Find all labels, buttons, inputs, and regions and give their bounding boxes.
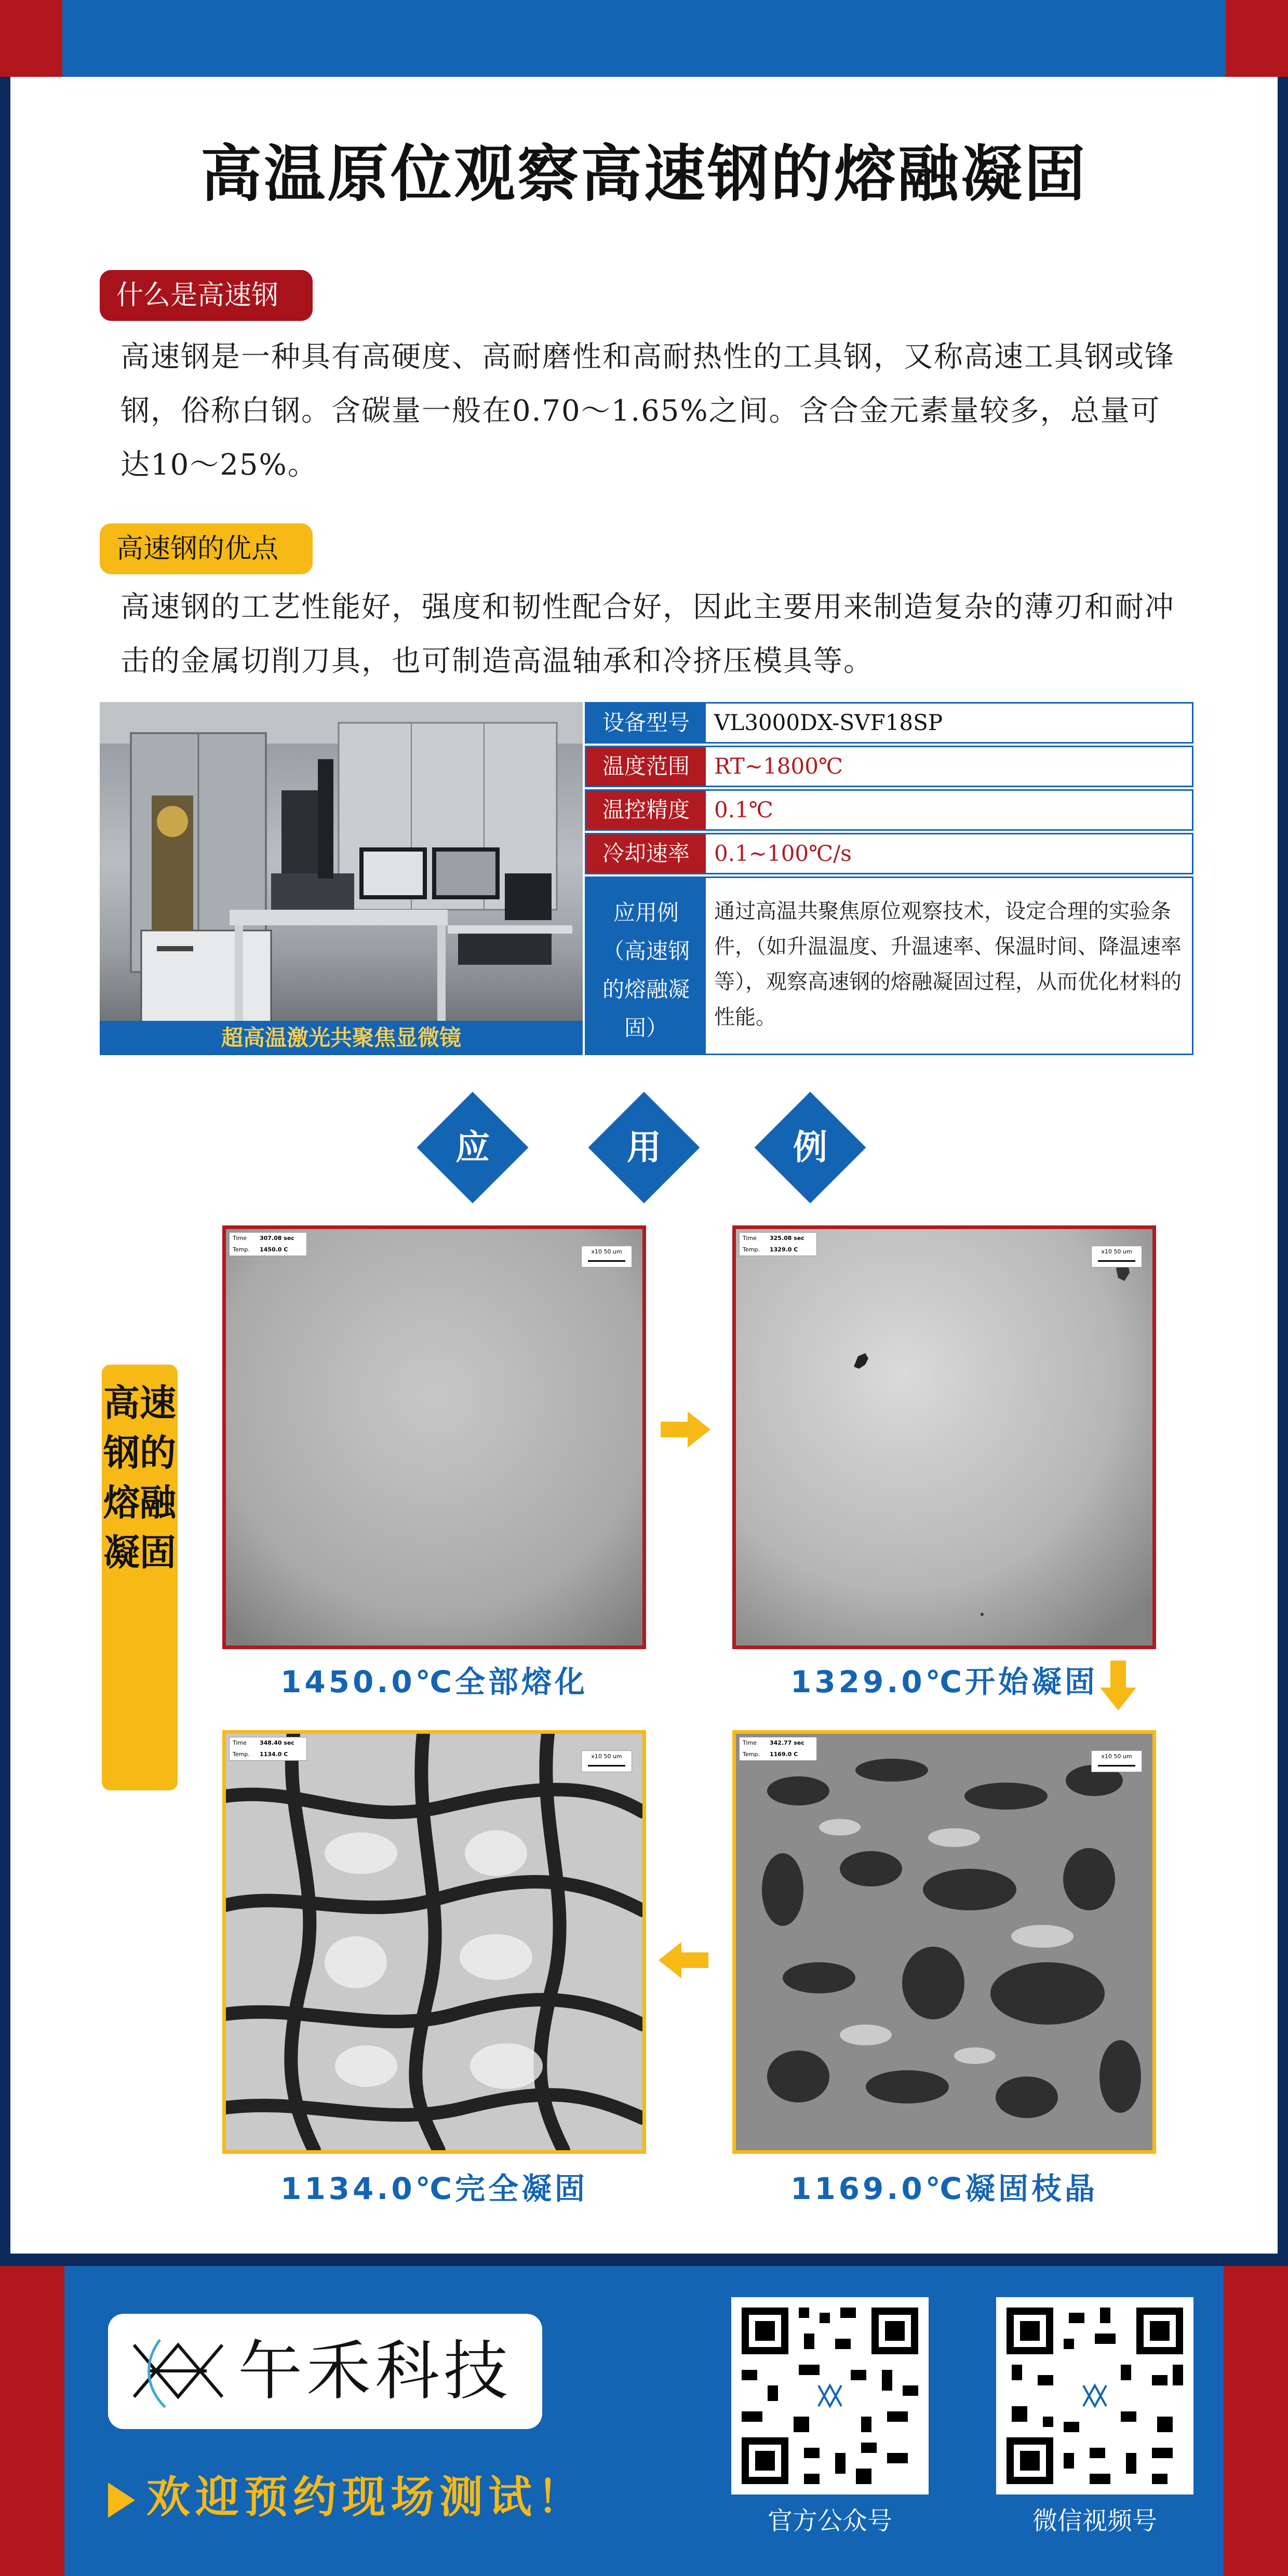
arrow-down-icon	[1100, 1661, 1136, 1710]
scale-bar: x10 50 um	[581, 1246, 632, 1267]
spec-row-model	[585, 702, 1193, 744]
section-text-advantages: 高速钢的工艺性能好，强度和韧性配合好，因此主要用来制造复杂的薄刃和耐冲击的金属切削刀具，也可制造高温轴承和冷挤压模具等。	[120, 590, 1175, 678]
spec-label: 温度范围	[586, 747, 706, 786]
info-box: Time 348.40 sec Temp. 1134.0 C	[229, 1737, 307, 1761]
info-box: Time 342.77 sec Temp. 1169.0 C	[739, 1737, 817, 1761]
info-box: Time 325.08 sec Temp. 1329.0 C	[739, 1232, 817, 1256]
qr-code-video[interactable]	[996, 2297, 1193, 2494]
scale-bar: x10 50 um	[1091, 1750, 1142, 1772]
scale-bar: x10 50 um	[581, 1750, 632, 1772]
micrograph-caption: 1134.0℃完全凝固	[280, 2171, 588, 2206]
play-arrow-icon	[108, 2483, 135, 2518]
section-text-what-is: 高速钢是一种具有高硬度、高耐磨性和高耐热性的工具钢，又称高速工具钢或锋钢，俗称白钢。含碳量一般在0.70～1.65%之间。含合金元素量较多，总量可达10～25%。	[120, 340, 1175, 482]
spec-label: 设备型号	[586, 704, 706, 742]
micrograph-caption: 1450.0℃全部熔化	[280, 1664, 588, 1700]
photo-caption: 超高温激光共聚焦显微镜	[100, 1021, 583, 1055]
diamond-badge: 应	[415, 1090, 530, 1205]
spec-row-temp-precision	[585, 789, 1193, 831]
spec-value: 0.1℃	[714, 797, 773, 822]
section-tag-advantages: 高速钢的优点	[100, 523, 313, 574]
company-name: 午禾科技	[238, 2334, 513, 2409]
scale-bar: x10 50 um	[1091, 1246, 1142, 1267]
spec-value: RT~1800℃	[714, 753, 843, 779]
micrograph-caption: 1329.0℃开始凝固	[790, 1664, 1098, 1700]
spec-row-cooling-rate	[585, 833, 1193, 874]
micrograph-melted	[222, 1225, 646, 1649]
qr-caption-official: 官方公众号	[767, 2506, 892, 2535]
top-blue-bar	[62, 0, 1226, 77]
welcome-slogan: 欢迎预约现场测试！	[108, 2462, 586, 2525]
application-label: 应用例（高速钢的熔融凝固）	[586, 878, 706, 1054]
micrograph-caption: 1169.0℃凝固枝晶	[790, 2171, 1098, 2206]
page-title: 高温原位观察高速钢的熔融凝固	[200, 138, 1088, 210]
qr-code-official[interactable]	[731, 2297, 929, 2494]
section-tag-what-is: 什么是高速钢	[100, 270, 313, 321]
info-box: Time 307.08 sec Temp. 1450.0 C	[229, 1232, 307, 1256]
spec-row-application	[585, 876, 1193, 1055]
diamond-badge: 例	[753, 1090, 867, 1205]
micrograph-solidified	[222, 1730, 646, 2154]
micrograph-start-solidify	[732, 1225, 1156, 1649]
spec-value: VL3000DX-SVF18SP	[714, 710, 943, 735]
company-logo	[108, 2314, 542, 2429]
qr-code-icon	[996, 2297, 1193, 2494]
qr-code-icon	[731, 2297, 929, 2494]
spec-row-temp-range	[585, 746, 1193, 787]
vertical-title: 高速钢的熔融凝固	[102, 1365, 178, 1790]
qr-caption-video: 微信视频号	[1032, 2506, 1157, 2535]
micrograph-dendrites	[732, 1730, 1156, 2154]
arrow-right-icon	[661, 1411, 710, 1448]
spec-value: 0.1~100℃/s	[714, 841, 852, 866]
microscope-photo	[100, 702, 583, 1055]
diamond-badge: 用	[587, 1090, 701, 1205]
logo-emblem-icon	[129, 2329, 227, 2412]
spec-label: 冷却速率	[586, 834, 706, 873]
spec-label: 温控精度	[586, 791, 706, 829]
application-text: 通过高温共聚焦原位观察技术，设定合理的实验条件，（如升温温度、升温速率、保温时间、降温速率等），观察高速钢的熔融凝固过程，从而优化材料的性能。	[714, 899, 1182, 1029]
arrow-left-icon	[659, 1942, 708, 1978]
